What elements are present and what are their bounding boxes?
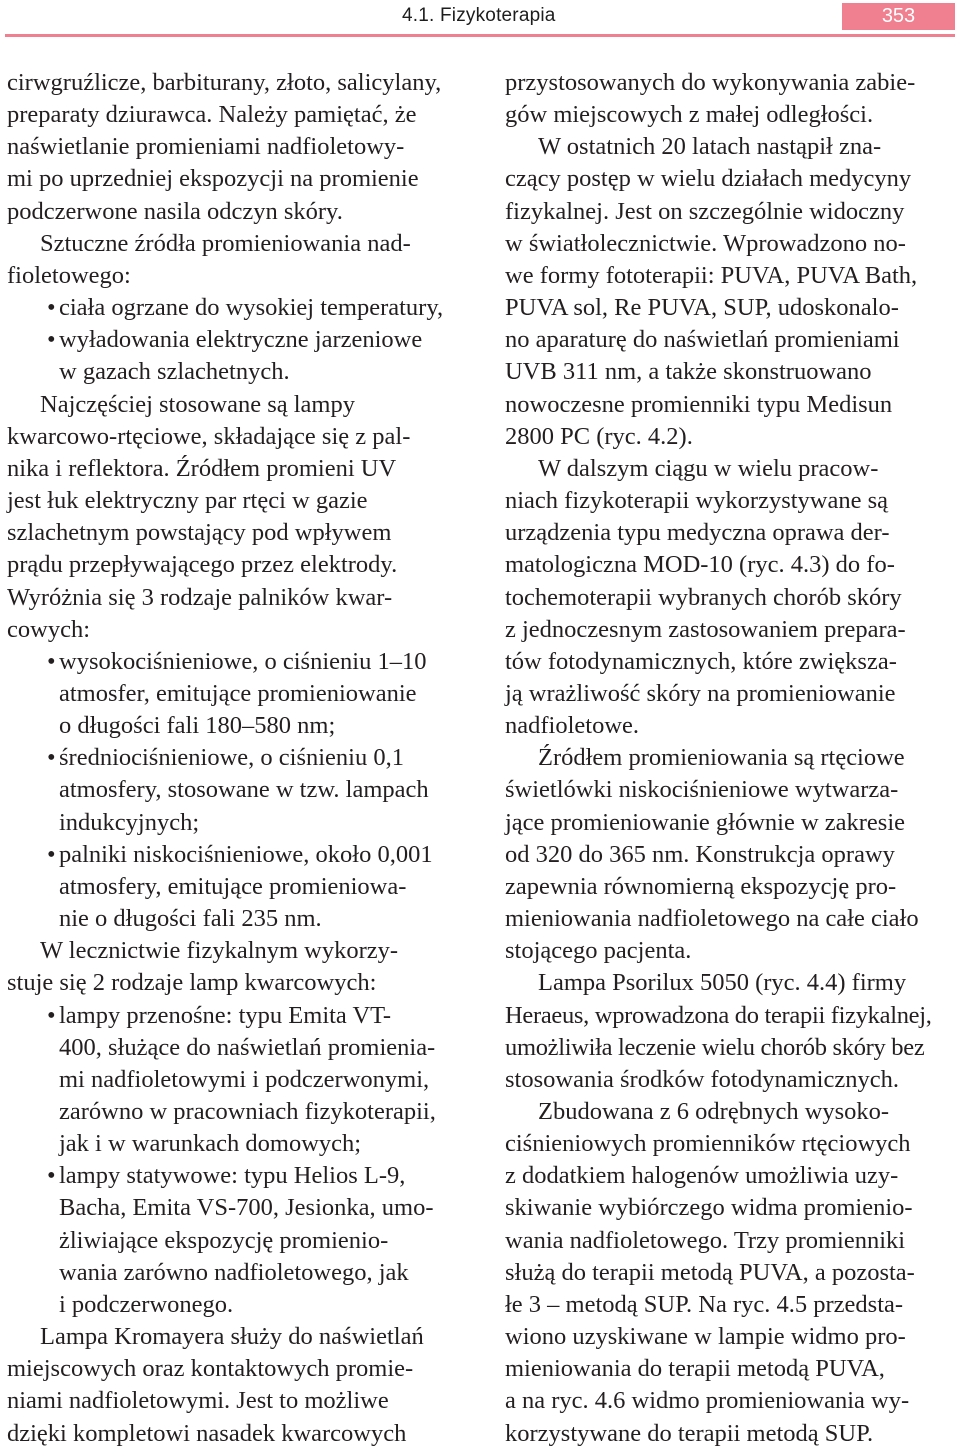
list-item <box>7 324 459 388</box>
section-title: 4.1. Fizykoterapia <box>402 5 556 26</box>
text-line: mi nadfioletowymi i podczerwonymi, <box>59 1065 430 1093</box>
text-line: tochemoterapii wybranych chorób skóry <box>505 583 902 611</box>
list-item <box>7 1160 459 1321</box>
text-line: przystosowanych do wykonywania zabie- <box>505 69 916 96</box>
paragraph-progress <box>505 131 957 453</box>
bullet-icon: • <box>47 1162 56 1190</box>
text-line: W dalszym ciągu w wielu pracow- <box>538 454 879 482</box>
text-line: służą do terapii metodą PUVA, a pozosta- <box>505 1258 915 1286</box>
list-item <box>7 646 459 742</box>
text-line: w światłolecznictwie. Wprowadzono no- <box>505 229 906 257</box>
bullet-icon: • <box>47 294 56 322</box>
text-line: szlachetnym powstający pod wpływem <box>7 519 392 547</box>
text-line: miejscowych oraz kontaktowych promie- <box>7 1355 414 1383</box>
text-line: wyładowania elektryczne jarzeniowe <box>59 326 423 354</box>
text-line: skiwanie wybiórczego widma promienio- <box>505 1194 913 1222</box>
paragraph-kromayer-continued <box>505 67 957 131</box>
text-line: nika i reflektora. Źródłem promieni UV <box>7 454 397 482</box>
text-line: atmosfer, emitujące promieniowanie <box>59 679 417 707</box>
text-line: a na ryc. 4.6 widmo promieniowania wy- <box>505 1387 910 1415</box>
text-line: Lampa Kromayera służy do naświetlań <box>40 1323 424 1351</box>
text-line: cowych: <box>7 615 90 643</box>
text-line: czący postęp w wielu działach medycyny <box>505 165 912 193</box>
text-line: stuje się 2 rodzaje lamp kwarcowych: <box>7 969 377 997</box>
text-line: mieniowania nadfioletowego na całe ciało <box>505 905 919 933</box>
text-line: no aparaturę do naświetlań promieniami <box>505 326 900 354</box>
text-line: wysokociśnieniowe, o ciśnieniu 1–10 <box>59 647 427 675</box>
text-line: W lecznictwie fizykalnym wykorzy- <box>40 937 399 965</box>
text-line: atmosfery, stosowane w tzw. lampach <box>59 776 429 804</box>
text-line: lampy przenośne: typu Emita VT- <box>59 1001 392 1029</box>
text-line: Najczęściej stosowane są lampy <box>40 390 355 418</box>
text-line: zapewnia równomierną ekspozycję pro- <box>505 872 897 900</box>
text-line: Zbudowana z 6 odrębnych wysoko- <box>538 1098 890 1125</box>
paragraph-construction <box>505 1096 957 1450</box>
header-rule <box>5 34 955 37</box>
bullet-icon: • <box>47 744 56 772</box>
text-line: atmosfery, emitujące promieniowa- <box>59 872 407 900</box>
bullet-icon: • <box>47 647 56 675</box>
paragraph-lamp-types <box>7 935 459 999</box>
text-line: jące promieniowanie głównie w zakresie <box>505 808 906 836</box>
text-line: matologiczna MOD-10 (ryc. 4.3) do fo- <box>505 551 895 579</box>
text-line: o długości fali 180–580 nm; <box>59 712 336 740</box>
text-line: jak i w warunkach domowych; <box>59 1130 362 1158</box>
text-line: stojącego pacjenta. <box>505 937 692 965</box>
text-line: stosowania środków fotodynamicznych. <box>505 1065 899 1093</box>
text-line: łe 3 – metodą SUP. Na ryc. 4.5 przedsta- <box>505 1290 904 1318</box>
text-line: tów fotodynamicznych, które zwiększa- <box>505 647 897 675</box>
text-line: Bacha, Emita VS-700, Jesionka, umo- <box>59 1194 434 1222</box>
text-line: dzięki kompletowi nasadek kwarcowych <box>7 1419 407 1447</box>
bullet-icon: • <box>47 326 56 354</box>
text-line: ciśnieniowych promienników rtęciowych <box>505 1130 911 1158</box>
list-item <box>7 839 459 935</box>
text-line: nie o długości fali 235 nm. <box>59 905 322 933</box>
paragraph-kromayer-lamp <box>7 1321 459 1450</box>
text-line: fizykalnej. Jest on szczególnie widoczny <box>505 197 905 225</box>
list-item <box>7 292 459 324</box>
text-line: podczerwone nasila odczyn skóry. <box>7 197 343 225</box>
text-line: naświetlanie promieniami nadfioletowy- <box>7 133 405 161</box>
paragraph-radiation-source <box>505 742 957 967</box>
text-line: Lampa Psorilux 5050 (ryc. 4.4) firmy <box>538 969 907 997</box>
paragraph-contraindications <box>7 67 459 228</box>
text-line: żliwiające ekspozycję promienio- <box>59 1226 389 1254</box>
text-line: W ostatnich 20 latach nastąpił zna- <box>538 133 882 161</box>
text-line: wiono uzyskiwane w lampie widmo pro- <box>505 1323 906 1351</box>
text-line: indukcyjnych; <box>59 808 200 836</box>
right-column <box>505 67 957 1450</box>
text-line: niami nadfioletowymi. Jest to możliwe <box>7 1387 389 1415</box>
text-line: lampy statywowe: typu Helios L-9, <box>59 1162 406 1190</box>
text-line: we formy fototerapii: PUVA, PUVA Bath, <box>505 261 918 289</box>
list-item <box>7 742 459 838</box>
text-line: z dodatkiem halogenów umożliwia uzy- <box>505 1162 899 1190</box>
text-line: Źródłem promieniowania są rtęciowe <box>538 744 905 772</box>
text-line: palniki niskociśnieniowe, około 0,001 <box>59 840 433 868</box>
text-line: od 320 do 365 nm. Konstrukcja oprawy <box>505 840 895 868</box>
paragraph-uv-sources <box>7 228 459 292</box>
text-line: cirwgruźlicze, barbiturany, złoto, salicylany, <box>7 69 442 96</box>
text-line: zarówno w pracowniach fizykoterapii, <box>59 1098 436 1125</box>
text-line: kwarcowo-rtęciowe, składające się z pal- <box>7 422 411 450</box>
text-line: urządzenia typu medyczna oprawa der- <box>505 519 890 547</box>
text-line: wania zarówno nadfioletowego, jak <box>59 1258 409 1286</box>
text-line: 400, służące do naświetlań promienia- <box>59 1033 436 1061</box>
page-header <box>0 0 960 34</box>
text-line: ciała ogrzane do wysokiej temperatury, <box>59 294 444 322</box>
text-line: Heraeus, wprowadzona do terapii fizykalnej, <box>505 1001 932 1029</box>
text-line: nowoczesne promienniki typu Medisun <box>505 390 893 418</box>
bullet-icon: • <box>47 840 56 868</box>
text-line: świetlówki niskociśnieniowe wytwarza- <box>505 776 899 804</box>
text-line: prądu przepływającego przez elektrody. <box>7 551 398 579</box>
text-line: 2800 PC (ryc. 4.2). <box>505 422 693 450</box>
text-line: Wyróżnia się 3 rodzaje palników kwar- <box>7 583 393 611</box>
text-line: fioletowego: <box>7 261 131 289</box>
text-line: umożliwiła leczenie wielu chorób skóry bez <box>505 1033 925 1061</box>
text-line: średniociśnieniowe, o ciśnieniu 0,1 <box>59 744 404 772</box>
text-line: mi po uprzedniej ekspozycji na promienie <box>7 165 419 193</box>
text-line: i podczerwonego. <box>59 1290 234 1318</box>
text-line: Sztuczne źródła promieniowania nad- <box>40 229 411 257</box>
text-line: wania nadfioletowego. Trzy promienniki <box>505 1226 906 1254</box>
text-line: w gazach szlachetnych. <box>59 358 290 386</box>
paragraph-psorilux <box>505 967 957 1096</box>
paragraph-mod10 <box>505 453 957 742</box>
text-line: preparaty dziurawca. Należy pamiętać, że <box>7 101 417 129</box>
text-line: UVB 311 nm, a także skonstruowano <box>505 358 872 386</box>
paragraph-quartz-lamps <box>7 389 459 646</box>
bullet-icon: • <box>47 1001 56 1029</box>
text-line: gów miejscowych z małej odległości. <box>505 101 874 129</box>
text-line: korzystywane do terapii metodą SUP. <box>505 1419 874 1447</box>
list-item <box>7 1000 459 1161</box>
left-column <box>7 67 459 1450</box>
text-line: nadfioletowe. <box>505 712 640 740</box>
page-number-box <box>842 3 955 30</box>
text-line: z jednoczesnym zastosowaniem prepara- <box>505 615 906 643</box>
page-number: 353 <box>881 5 916 27</box>
text-line: ją wrażliwość skóry na promieniowanie <box>505 679 896 707</box>
text-line: PUVA sol, Re PUVA, SUP, udoskonalo- <box>505 294 899 322</box>
text-line: mieniowania do terapii metodą PUVA, <box>505 1355 885 1383</box>
text-line: niach fizykoterapii wykorzystywane są <box>505 487 889 515</box>
text-line: jest łuk elektryczny par rtęci w gazie <box>7 487 368 515</box>
